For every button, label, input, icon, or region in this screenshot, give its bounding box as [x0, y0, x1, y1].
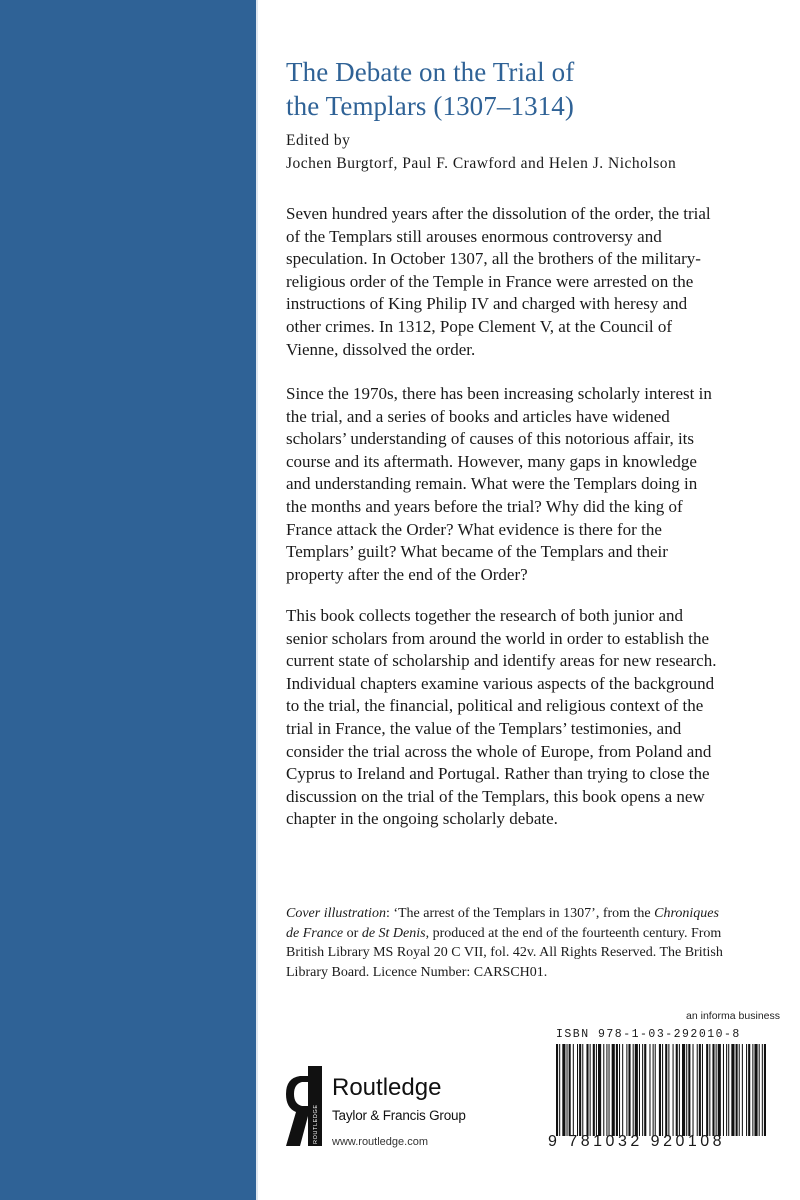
- barcode-bar: [639, 1044, 640, 1136]
- barcode-bar: [633, 1044, 634, 1136]
- paragraph-line: Individual chapters examine various aspects of the background: [286, 673, 715, 693]
- barcode-bar: [653, 1044, 654, 1136]
- barcode-bar: [709, 1044, 710, 1136]
- paragraph-line: current state of scholarship and identify areas for new research.: [286, 651, 717, 671]
- paragraph-line: trial in France, the value of the Templars’ testimonies, and: [286, 718, 682, 738]
- credit-text-3: , produced at the end of the fourteenth century. From: [425, 925, 722, 941]
- paragraph-line: other crimes. In 1312, Pope Clement V, at the Council of: [286, 316, 673, 336]
- barcode-bar: [679, 1044, 680, 1136]
- barcode-bar: [609, 1044, 610, 1136]
- barcode-bar: [659, 1044, 661, 1136]
- paragraph-line: to the trial, the financial, political and religious context of the: [286, 696, 704, 716]
- credit-work-title-1: Chroniques: [654, 906, 719, 921]
- barcode-digits: 9 781032 920108: [548, 1133, 726, 1150]
- informa-tagline: an informa business: [686, 1010, 780, 1022]
- barcode-bar: [635, 1044, 638, 1136]
- paragraph-line: This book collects together the research of both junior and: [286, 606, 684, 625]
- credit-work-title-2: de St Denis: [361, 925, 426, 941]
- paragraph-line: Templars’ guilt? What became of the Templars and their: [286, 542, 668, 562]
- paragraph-line: scholars’ understanding of causes of this notorious affair, its: [286, 429, 695, 449]
- publisher-group: Taylor & Francis Group: [332, 1108, 466, 1123]
- barcode-bar: [699, 1044, 701, 1136]
- barcode-bar: [619, 1044, 620, 1136]
- barcode-bar: [644, 1044, 646, 1136]
- barcode-bar: [718, 1044, 721, 1136]
- paragraph-line: France attack the Order? What evidence is there for the: [286, 519, 662, 539]
- barcode-bar: [622, 1044, 623, 1136]
- barcode-bar: [649, 1044, 650, 1136]
- editors-names: Jochen Burgtorf, Paul F. Crawford and Helen J. Nicholson: [286, 155, 677, 172]
- barcode-bar: [665, 1044, 667, 1136]
- barcode-bar: [754, 1044, 757, 1136]
- paragraph-line: course and its aftermath. However, many gaps in knowledge: [286, 451, 697, 471]
- barcode-bar: [764, 1044, 766, 1136]
- isbn-label: ISBN 978-1-03-292010-8: [556, 1028, 741, 1041]
- paragraph-line: discussion on the trial of the Templars, this book opens a new: [286, 786, 705, 806]
- routledge-logo-icon: [286, 1066, 322, 1146]
- barcode-bar: [676, 1044, 678, 1136]
- back-cover-content: [286, 0, 780, 1200]
- credit-work-title-1b: de France: [286, 925, 344, 941]
- barcode-bar: [697, 1044, 698, 1136]
- barcode-bar: [562, 1044, 565, 1136]
- barcode-bar: [590, 1044, 591, 1136]
- blurb-paragraph-2: [286, 383, 780, 586]
- barcode-bar: [748, 1044, 750, 1136]
- paragraph-line: the trial, and a series of books and articles have widened: [286, 406, 670, 426]
- barcode-bar: [569, 1044, 571, 1136]
- spine-edge: [256, 0, 258, 1200]
- barcode-bar: [582, 1044, 583, 1136]
- barcode-bar: [612, 1044, 615, 1136]
- paragraph-line: Vienne, dissolved the order.: [286, 339, 476, 359]
- barcode-bar: [573, 1044, 574, 1136]
- paragraph-line: consider the trial across the whole of Europe, from Poland and: [286, 741, 712, 761]
- paragraph-line: of the Templars still arouses enormous controversy and: [286, 226, 662, 246]
- barcode-bar: [759, 1044, 760, 1136]
- blurb-paragraph-3: [286, 605, 780, 831]
- barcode-bar: [706, 1044, 708, 1136]
- credit-text-2: or: [343, 925, 362, 941]
- barcode-bar: [567, 1044, 568, 1136]
- barcode-bar: [682, 1044, 685, 1136]
- credit-line-2: [286, 924, 780, 944]
- blurb-paragraph-1: [286, 203, 780, 361]
- barcode-bar: [603, 1044, 604, 1136]
- barcode-bar: [746, 1044, 747, 1136]
- isbn-barcode: [548, 1028, 780, 1162]
- credit-text-1: : ‘The arrest of the Templars in 1307’, from the: [385, 906, 655, 921]
- paragraph-line: Since the 1970s, there has been increasing scholarly interest in: [286, 384, 712, 403]
- barcode-bar: [596, 1044, 597, 1136]
- barcode-bar: [726, 1044, 727, 1136]
- credit-label: Cover illustration: [286, 906, 386, 921]
- barcode-bar: [739, 1044, 740, 1136]
- paragraph-line: chapter in the ongoing scholarly debate.: [286, 809, 558, 829]
- barcode-bar: [723, 1044, 724, 1136]
- paragraph-line: Cyprus to Ireland and Portugal. Rather than trying to close the: [286, 764, 710, 784]
- paragraph-line: and understanding remain. What were the Templars doing in: [286, 474, 698, 494]
- paragraph-line: speculation. In October 1307, all the brothers of the military-: [286, 249, 701, 269]
- barcode-bar: [716, 1044, 717, 1136]
- barcode-bar: [736, 1044, 738, 1136]
- title-line-2: the Templars (1307–1314): [286, 91, 574, 121]
- barcode-bar: [626, 1044, 627, 1136]
- credit-line-4: Library Board. Licence Number: CARSCH01.: [286, 964, 548, 980]
- book-title: [286, 55, 780, 123]
- credit-line-3: British Library MS Royal 20 C VII, fol. 42v. All Rights Reserved. The British: [286, 945, 723, 960]
- barcode-bar: [668, 1044, 669, 1136]
- barcode-bar: [688, 1044, 690, 1136]
- logo-vertical-text: ROUTLEDGE: [313, 1104, 319, 1144]
- barcode-bar: [593, 1044, 595, 1136]
- barcode-bar: [662, 1044, 663, 1136]
- barcode-bar: [702, 1044, 703, 1136]
- barcode-bar: [642, 1044, 643, 1136]
- barcode-bar: [559, 1044, 560, 1136]
- publisher-url: www.routledge.com: [332, 1136, 428, 1148]
- paragraph-line: Seven hundred years after the dissolution of the order, the trial: [286, 204, 711, 223]
- barcode-bar: [731, 1044, 734, 1136]
- barcode-bar: [693, 1044, 694, 1136]
- paragraph-line: religious order of the Temple in France were arrested on the: [286, 271, 694, 291]
- barcode-bar: [628, 1044, 630, 1136]
- publisher-name: Routledge: [332, 1074, 442, 1101]
- barcode-bar: [577, 1044, 578, 1136]
- barcode-bar: [606, 1044, 607, 1136]
- barcode-bar: [616, 1044, 618, 1136]
- barcode-bar: [673, 1044, 674, 1136]
- barcode-bar: [686, 1044, 687, 1136]
- barcode-bar: [556, 1044, 558, 1136]
- cover-illustration-credit: [286, 904, 780, 982]
- credit-line-1: [286, 904, 780, 924]
- cover-spine-panel: [0, 0, 256, 1200]
- edited-by-label: Edited by: [286, 132, 351, 149]
- barcode-bar: [762, 1044, 763, 1136]
- barcode-bar: [586, 1044, 588, 1136]
- barcode-bar: [728, 1044, 729, 1136]
- publisher-logo-block: [286, 1066, 526, 1156]
- barcode-bar: [598, 1044, 601, 1136]
- paragraph-line: the months and years before the trial? Why did the king of: [286, 496, 683, 516]
- barcode-bar: [752, 1044, 753, 1136]
- barcode-bar: [712, 1044, 714, 1136]
- paragraph-line: property after the end of the Order?: [286, 564, 528, 584]
- paragraph-line: senior scholars from around the world in order to establish the: [286, 628, 710, 648]
- barcode-bar: [655, 1044, 656, 1136]
- barcode-bar: [742, 1044, 743, 1136]
- title-line-1: The Debate on the Trial of: [286, 57, 575, 87]
- barcode-bar: [579, 1044, 581, 1136]
- paragraph-line: instructions of King Philip IV and charged with heresy and: [286, 294, 688, 314]
